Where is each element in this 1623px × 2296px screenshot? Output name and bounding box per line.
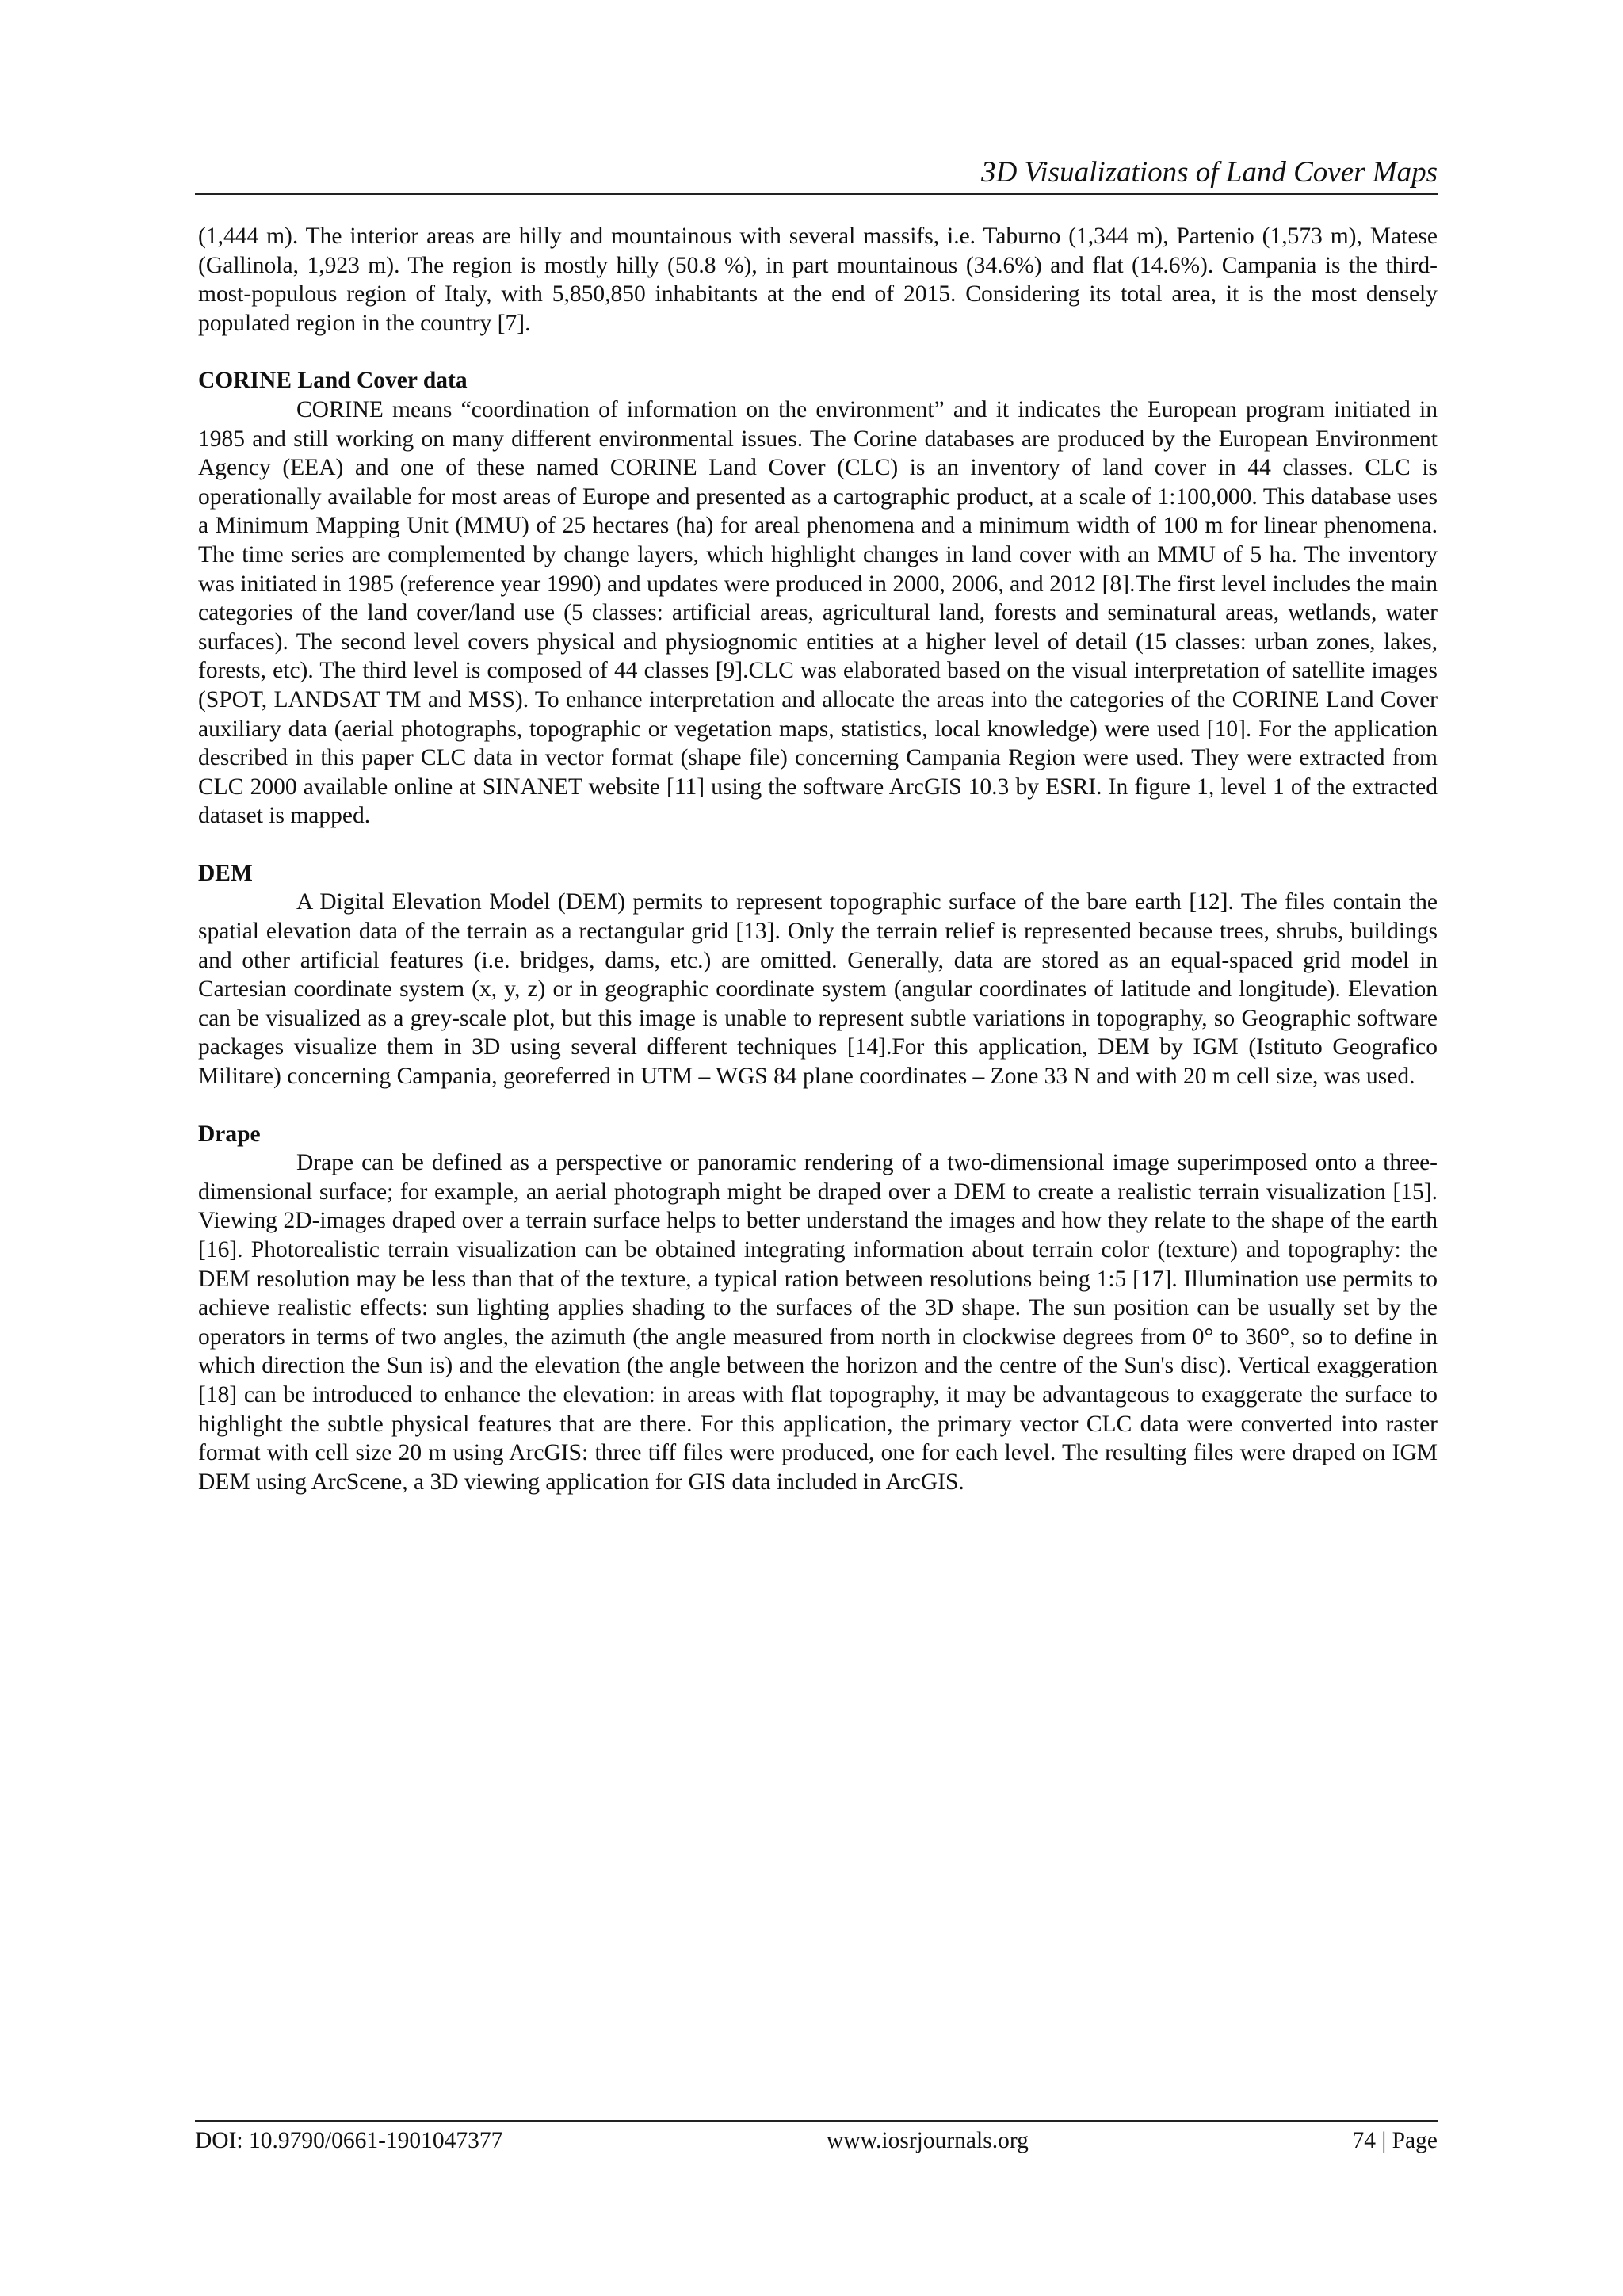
section-heading-corine: CORINE Land Cover data <box>198 368 468 394</box>
section-text-corine: CORINE means “coordination of information on the environment” and it indicates the European program initiated in 1985 and still working on many different environmental issues. The Corine databases are produced by the European Environment Agency (EEA) and one of these named CORINE Land Cover (CLC) is an inventory of land cover in 44 classes. CLC is operationally available for most areas of Europe and presented as a cartographic product, at a scale of 1:100,000. This database uses a Minimum Mapping Unit (MMU) of 25 hectares (ha) for areal phenomena and a minimum width of 100 m for linear phenomena. The time series are complemented by change layers, which highlight changes in land cover with an MMU of 5 ha. The inventory was initiated in 1985 (reference year 1990) and updates were produced in 2000, 2006, and 2012 [8].The first level includes the main categories of the land cover/land use (5 classes: artificial areas, agricultural land, forests and seminatural areas, wetlands, water surfaces). The second level covers physical and physiognomic entities at a higher level of detail (15 classes: urban zones, lakes, forests, etc). The third level is composed of 44 classes [9].CLC was elaborated based on the visual interpretation of satellite images (SPOT, LANDSAT TM and MSS). To enhance interpretation and allocate the areas into the categories of the CORINE Land Cover auxiliary data (aerial photographs, topographic or vegetation maps, statistics, local knowledge) were used [10]. For the application described in this paper CLC data in vector format (shape file) concerning Campania Region were used. They were extracted from CLC 2000 available online at SINANET website [11] using the software ArcGIS 10.3 by ESRI. In figure 1, level 1 of the extracted dataset is mapped. <box>198 396 1438 829</box>
footer-website: www.iosrjournals.org <box>827 2128 1029 2153</box>
intro-paragraph: (1,444 m). The interior areas are hilly and mountainous with several massifs, i.e. Taburno (1,344 m), Partenio (1,573 m), Matese (Gallinola, 1,923 m). The region is mostly hilly (50.8 %), in part mountainous (34.6%) and flat (14.6%). Campania is the third-most-populous region of Italy, with 5,850,850 inhabitants at the end of 2015. Considering its total area, it is the most densely populated region in the country [7]. <box>198 223 1438 336</box>
running-header <box>195 155 1438 195</box>
section-heading-dem: DEM <box>198 860 253 886</box>
page-footer <box>195 2120 1438 2155</box>
running-title: 3D Visualizations of Land Cover Maps <box>981 156 1438 189</box>
footer-page-number: 74 | Page <box>1352 2128 1438 2153</box>
section-text-drape: Drape can be defined as a perspective or panoramic rendering of a two-dimensional image superimposed onto a three-dimensional surface; for example, an aerial photograph might be draped over a DEM to create a realistic terrain visualization [15]. Viewing 2D-images draped over a terrain surface helps to better understand the images and how they relate to the shape of the earth [16]. Photorealistic terrain visualization can be obtained integrating information about terrain color (texture) and topography: the DEM resolution may be less than that of the texture, a typical ration between resolutions being 1:5 [17]. Illumination use permits to achieve realistic effects: sun lighting applies shading to the surfaces of the 3D shape. The sun position can be usually set by the operators in terms of two angles, the azimuth (the angle measured from north in clockwise degrees from 0° to 360°, so to define in which direction the Sun is) and the elevation (the angle between the horizon and the centre of the Sun's disc). Vertical exaggeration [18] can be introduced to enhance the elevation: in areas with flat topography, it may be advantageous to exaggerate the surface to highlight the subtle physical features that are there. For this application, the primary vector CLC data were converted into raster format with cell size 20 m using ArcGIS: three tiff files were produced, one for each level. The resulting files were draped on IGM DEM using ArcScene, a 3D viewing application for GIS data included in ArcGIS. <box>198 1150 1438 1495</box>
section-text-dem: A Digital Elevation Model (DEM) permits to represent topographic surface of the bare earth [12]. The files contain the spatial elevation data of the terrain as a rectangular grid [13]. Only the terrain relief is represented because trees, shrubs, buildings and other artificial features (i.e. bridges, dams, etc.) are omitted. Generally, data are stored as an equal-spaced grid model in Cartesian coordinate system (x, y, z) or in geographic coordinate system (angular coordinates of latitude and longitude). Elevation can be visualized as a grey-scale plot, but this image is unable to represent subtle variations in topography, so Geographic software packages visualize them in 3D using several different techniques [14].For this application, DEM by IGM (Istituto Geografico Militare) concerning Campania, georeferred in UTM – WGS 84 plane coordinates – Zone 33 N and with 20 m cell size, was used. <box>198 889 1438 1090</box>
page-body <box>198 222 1438 1496</box>
footer-doi: DOI: 10.9790/0661-1901047377 <box>195 2128 503 2153</box>
section-heading-drape: Drape <box>198 1121 261 1147</box>
